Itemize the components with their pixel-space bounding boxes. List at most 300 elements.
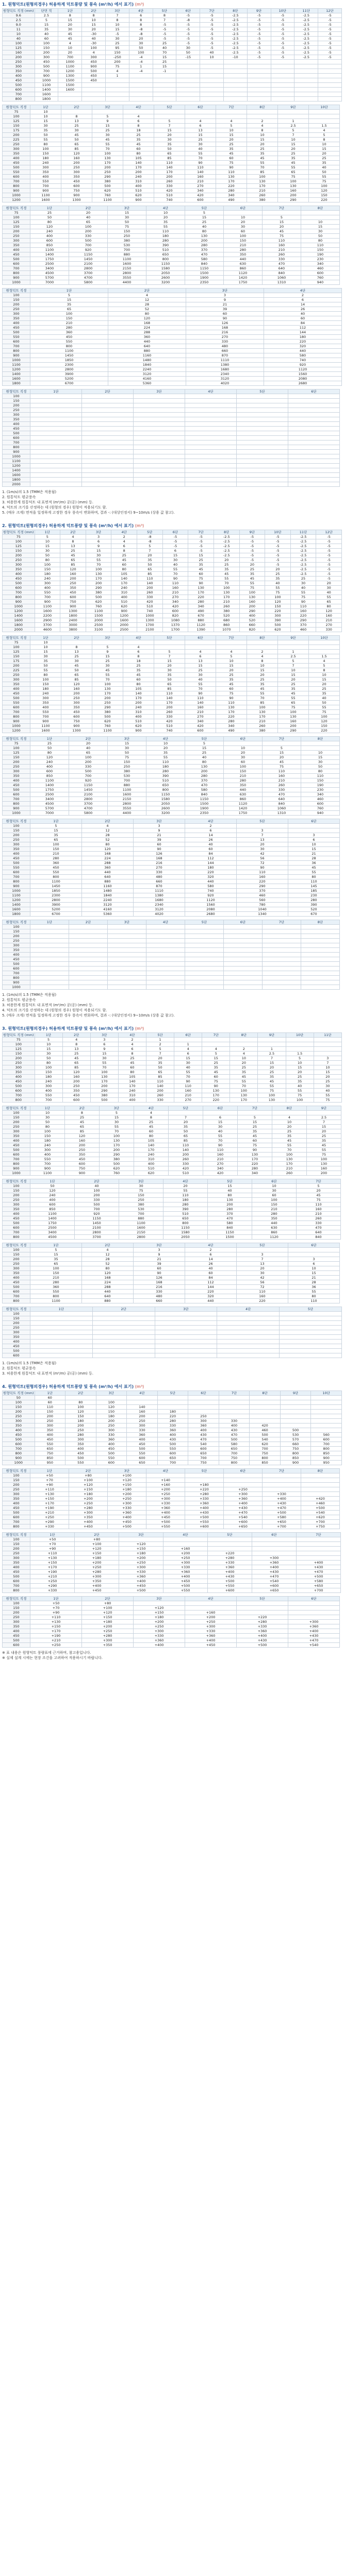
table-cell: 144	[185, 861, 237, 866]
table-cell: +400	[69, 1520, 108, 1524]
table-cell: 140	[123, 691, 154, 696]
table-row	[3, 1410, 342, 1414]
table-cell: 4	[230, 1052, 258, 1056]
table-cell: 1080	[162, 618, 188, 623]
table-cell: 35	[230, 1070, 258, 1075]
table-cell: 2080	[264, 377, 342, 381]
table-row	[3, 478, 340, 482]
table-cell: 30	[108, 746, 146, 751]
table-cell: 25	[307, 1134, 341, 1139]
table-cell: 35	[123, 668, 154, 673]
table-cell	[301, 1483, 340, 1487]
table-cell: 100	[30, 842, 82, 847]
column-header: 3단	[134, 1243, 185, 1248]
table-cell	[157, 1400, 188, 1405]
table-cell: -2.5	[294, 23, 318, 27]
table-row	[3, 1353, 342, 1358]
table-row	[3, 1344, 342, 1349]
table-cell: 600	[311, 1437, 342, 1442]
table-cell: 45	[188, 567, 214, 572]
table-cell: 42	[237, 1276, 288, 1280]
table-cell: -5	[153, 27, 176, 32]
column-header: 7단	[216, 105, 247, 110]
table-cell: 160	[185, 705, 216, 710]
table-row	[3, 353, 342, 358]
row-label-cell: 150	[3, 828, 30, 833]
table-cell: +250	[185, 1620, 237, 1624]
table-row	[3, 1606, 340, 1611]
table-cell: 35	[35, 27, 58, 32]
table-cell: 130	[188, 586, 214, 590]
table-cell: 330	[169, 1162, 203, 1166]
table-cell: 10	[301, 751, 340, 755]
table-cell: 20	[129, 37, 153, 41]
table-cell	[30, 953, 69, 957]
row-label-cell: 200	[3, 302, 30, 307]
table-cell: 168	[82, 1276, 134, 1280]
table-cell: +450	[108, 1520, 146, 1524]
table-cell	[82, 482, 134, 487]
table-cell: 25	[185, 668, 216, 673]
table-cell: 75	[108, 225, 146, 229]
table-cell: +190	[30, 1570, 75, 1574]
table-cell: 450	[82, 78, 106, 83]
table-cell: 160	[263, 774, 301, 778]
table-cell	[185, 399, 237, 403]
table-cell: 150	[30, 682, 61, 687]
table-cell: 6	[123, 650, 154, 654]
table-cell: 3550	[108, 806, 146, 811]
table-cell: 4	[82, 1248, 134, 1252]
table-row	[3, 985, 340, 990]
row-label-cell: 100	[3, 1537, 30, 1542]
table-cell: +600	[208, 1588, 252, 1593]
table-cell: 65	[154, 151, 185, 156]
table-cell	[30, 464, 82, 468]
table-row	[3, 1524, 340, 1529]
table-cell: 4400	[108, 811, 146, 816]
table-cell: 130	[216, 175, 247, 179]
table-row	[3, 572, 342, 577]
table-cell: 150	[119, 1193, 163, 1198]
table-cell	[185, 640, 216, 645]
table-cell: 210	[174, 1093, 202, 1098]
table-row	[3, 225, 340, 229]
table-row	[3, 889, 340, 893]
table-cell: 50	[30, 664, 61, 668]
table-cell: 75	[290, 595, 316, 600]
table-row	[3, 1461, 342, 1465]
table-cell: 230	[288, 893, 340, 898]
table-cell: -2.5	[214, 539, 239, 544]
table-cell: 210	[214, 600, 239, 604]
table-cell: 330	[96, 1433, 127, 1437]
table-cell: 65	[61, 142, 92, 147]
table-cell: +220	[237, 1615, 288, 1620]
table-cell	[69, 953, 108, 957]
table-row	[3, 934, 340, 939]
table-cell: 490	[216, 198, 247, 202]
table-cell: 740	[137, 609, 163, 614]
row-label-cell: 450	[3, 1143, 30, 1148]
table-cell: +80	[75, 1537, 119, 1542]
table-cell: -5	[188, 544, 214, 549]
table-cell: 45	[58, 37, 82, 41]
table-cell	[294, 60, 318, 64]
row-label-cell: 700	[3, 1230, 30, 1235]
table-cell: 2800	[108, 271, 146, 276]
column-header: 4단	[134, 1106, 169, 1111]
row-label-cell: 1600	[3, 377, 30, 381]
column-header: 7단	[263, 920, 301, 925]
table-cell: 224	[108, 326, 186, 330]
column-header: 단면 적	[35, 9, 58, 13]
table-row	[3, 1193, 341, 1198]
table-cell	[318, 78, 342, 83]
row-label-cell: 225	[3, 668, 30, 673]
table-cell: 60	[252, 1193, 297, 1198]
table-cell: +330	[30, 1524, 69, 1529]
table-cell: 820	[239, 628, 265, 632]
table-cell	[134, 445, 185, 450]
table-cell: 40	[290, 586, 316, 590]
table-cell: 1800	[60, 614, 86, 618]
table-cell: 15	[288, 847, 340, 852]
table-cell: 40	[35, 32, 58, 37]
table-cell: 440	[252, 1221, 297, 1226]
section-3	[0, 1026, 344, 1382]
table-cell: 60	[134, 1129, 169, 1134]
table-cell: 400	[35, 1089, 62, 1093]
table-cell: 10	[146, 741, 185, 746]
table-cell: +250	[146, 1492, 185, 1497]
table-cell: 260	[272, 1171, 307, 1176]
table-cell: 240	[30, 1143, 65, 1148]
table-cell: 300	[265, 614, 291, 618]
table-cell: 4700	[69, 806, 108, 811]
table-cell	[238, 1111, 272, 1115]
row-label-cell: 300	[3, 1492, 30, 1497]
table-cell	[134, 482, 185, 487]
table-cell: 200	[62, 1079, 90, 1084]
table-cell: 900	[280, 1461, 311, 1465]
row-label-cell: 1600	[3, 473, 30, 478]
row-label-cell: 175	[3, 128, 30, 133]
table-cell: 620	[134, 1171, 169, 1176]
table-cell	[69, 962, 108, 967]
column-header: 9단	[258, 1033, 286, 1038]
table-row	[3, 687, 340, 691]
section-4	[0, 1384, 344, 1666]
table-cell: 430	[157, 1437, 188, 1442]
table-cell: 420	[185, 193, 216, 198]
table-cell: 680	[214, 618, 239, 623]
table-cell	[224, 939, 263, 943]
table-cell	[263, 962, 301, 967]
table-cell	[146, 1473, 185, 1478]
table-cell: 350	[30, 170, 61, 175]
table-cell: 330	[263, 788, 301, 792]
row-label-cell: 150	[3, 1316, 30, 1321]
table-cell	[185, 1473, 224, 1478]
table-cell: -5	[271, 46, 294, 50]
table-cell	[82, 450, 134, 454]
table-cell: 900	[30, 719, 61, 724]
table-row	[3, 907, 340, 912]
table-cell	[30, 1340, 92, 1344]
table-cell	[309, 645, 340, 650]
table-cell: +330	[108, 1506, 146, 1511]
column-header: 7단	[200, 9, 224, 13]
table-cell: -2.5	[290, 535, 316, 539]
table-row	[3, 1629, 340, 1634]
table-cell: 800	[30, 1294, 82, 1299]
table-cell: -5	[239, 535, 265, 539]
table-cell: 65	[30, 307, 108, 312]
table-cell: 110	[237, 1290, 288, 1294]
table-cell: 15	[35, 23, 58, 27]
table-cell	[134, 399, 185, 403]
table-cell	[153, 78, 176, 83]
table-cell: 200	[154, 705, 185, 710]
row-label-cell: 200	[3, 553, 35, 558]
table-cell	[176, 78, 200, 83]
table-row	[3, 41, 342, 46]
table-cell: 880	[82, 879, 134, 884]
table-cell: 750	[35, 1451, 65, 1456]
table-cell: -2.5	[223, 13, 247, 18]
table-cell: +360	[119, 1574, 163, 1579]
row-label-cell: 400	[3, 1501, 30, 1506]
row-label-cell: 200	[3, 1193, 30, 1198]
table-cell: 200	[75, 1193, 119, 1198]
table-cell	[30, 980, 69, 985]
table-cell: 300	[127, 1423, 158, 1428]
table-cell: 100	[75, 1189, 119, 1193]
table-cell	[271, 88, 294, 92]
table-cell: 15	[82, 23, 106, 27]
table-cell: 45	[118, 1061, 146, 1065]
table-cell: 20	[247, 142, 278, 147]
row-label-cell: 450	[3, 856, 30, 861]
table-cell: 850	[311, 1451, 342, 1456]
data-table	[2, 1468, 340, 1529]
table-cell	[155, 1316, 217, 1321]
table-cell	[280, 1423, 311, 1428]
table-cell: 120	[96, 1405, 127, 1410]
table-cell: 440	[185, 879, 237, 884]
table-row	[3, 234, 340, 239]
row-label-cell: 300	[3, 312, 30, 316]
row-label-cell: 800	[3, 1524, 30, 1529]
table-cell: 120	[316, 609, 342, 614]
table-cell	[237, 459, 288, 464]
table-cell: 1	[129, 64, 153, 69]
table-cell: 100	[30, 1266, 82, 1271]
table-cell: 200	[123, 701, 154, 705]
row-label-cell: 800	[3, 1098, 35, 1103]
column-header: 원형덕트 직경 (mm)	[3, 1391, 34, 1395]
table-cell: +650	[263, 1520, 301, 1524]
table-cell: 1100	[108, 257, 146, 262]
data-table	[2, 1307, 342, 1358]
table-cell: 40	[316, 590, 342, 595]
row-label-cell: 600	[3, 1153, 30, 1157]
table-row	[3, 1487, 340, 1492]
footnote: 4. 덕트의 크기를 산정하는 데 (원형의 경우) 원형이 적용되기도 함.	[2, 505, 107, 510]
row-label-cell: 1000	[3, 811, 30, 816]
row-label-cell: 500	[3, 962, 30, 967]
table-cell: 1300	[58, 74, 82, 78]
table-cell: 170	[247, 715, 278, 719]
table-cell: 39	[134, 1262, 185, 1266]
table-cell: +280	[185, 1492, 224, 1497]
table-row	[3, 1042, 342, 1047]
table-cell: +280	[69, 1506, 108, 1511]
table-cell	[106, 92, 129, 97]
table-cell	[311, 1400, 342, 1405]
table-cell: 1150	[146, 262, 185, 266]
table-cell: 25	[258, 1070, 286, 1075]
table-cell: 6	[185, 124, 216, 128]
table-cell: -5	[153, 37, 176, 41]
row-label-cell: 1200	[3, 367, 30, 372]
table-cell: -2.5	[290, 549, 316, 553]
table-cell: 1100	[35, 83, 58, 88]
table-cell	[247, 97, 271, 101]
table-cell: 240	[30, 229, 69, 234]
table-cell: 80	[123, 151, 154, 156]
table-cell: 5	[154, 119, 185, 124]
table-cell: 180	[157, 1410, 188, 1414]
row-label-cell: 1400	[3, 614, 35, 618]
table-cell: 160	[65, 1139, 100, 1143]
table-cell: +280	[75, 1570, 119, 1574]
table-cell: +430	[185, 1511, 224, 1515]
table-cell: 800	[30, 344, 108, 349]
table-cell: 200	[86, 581, 111, 586]
column-header: 1단	[35, 530, 60, 535]
table-cell	[82, 478, 134, 482]
row-label-cell: 1400	[3, 468, 30, 473]
table-cell: 1100	[58, 64, 82, 69]
table-cell	[271, 83, 294, 88]
table-cell: +210	[30, 1638, 82, 1643]
table-cell: 1310	[263, 280, 301, 285]
table-cell	[223, 60, 247, 64]
table-cell: 740	[154, 198, 185, 202]
table-cell: 150	[108, 760, 146, 765]
table-cell: 28	[108, 302, 186, 307]
table-row	[3, 1501, 340, 1506]
table-cell: +250	[30, 1579, 75, 1584]
table-cell: +400	[237, 1634, 288, 1638]
table-row	[3, 363, 342, 367]
table-cell: 860	[224, 797, 263, 802]
table-cell: 55	[265, 586, 291, 590]
column-header: 2단	[61, 105, 92, 110]
table-cell: +400	[297, 1561, 341, 1565]
table-cell: 210	[263, 248, 301, 252]
table-cell: 25	[92, 128, 123, 133]
table-cell: 15	[314, 1070, 341, 1075]
table-cell: 65	[69, 220, 108, 225]
table-cell: 420	[154, 189, 185, 193]
table-cell: 60	[186, 312, 264, 316]
table-cell	[247, 640, 278, 645]
table-cell: 450	[60, 590, 86, 595]
table-cell: +350	[75, 1579, 119, 1584]
table-cell: 150	[301, 778, 340, 783]
table-cell: 4	[60, 535, 86, 539]
table-cell	[271, 74, 294, 78]
table-cell: 30	[30, 124, 61, 128]
table-cell: 15	[153, 64, 176, 69]
table-cell: 580	[185, 884, 237, 889]
row-label-cell: 250	[3, 1326, 30, 1330]
table-cell	[185, 454, 237, 459]
table-cell: 10	[200, 55, 224, 60]
table-cell: 440	[185, 1299, 237, 1303]
table-cell	[301, 971, 340, 976]
table-cell: 920	[69, 778, 108, 783]
row-label-cell: 800	[3, 445, 30, 450]
table-cell	[286, 1047, 314, 1052]
table-cell: 290	[278, 198, 309, 202]
row-label-cell: 1200	[3, 198, 30, 202]
table-cell: 18	[123, 659, 154, 664]
column-header: 10단	[311, 1391, 342, 1396]
table-cell: 330	[316, 628, 342, 632]
table-cell: 25	[314, 1079, 341, 1084]
table-cell: 740	[185, 889, 237, 893]
table-cell: 21	[186, 302, 264, 307]
table-cell: +600	[185, 1524, 224, 1529]
table-cell	[280, 1344, 342, 1349]
table-cell: 5200	[30, 907, 82, 912]
table-cell: 90	[186, 316, 264, 321]
table-cell: -5	[106, 32, 129, 37]
table-row	[3, 664, 340, 668]
table-cell	[250, 1400, 281, 1405]
row-label-cell: 450	[3, 78, 35, 83]
table-cell: 5	[309, 133, 340, 138]
table-cell: -10	[223, 55, 247, 60]
row-label-cell: 700	[3, 1520, 30, 1524]
table-cell: 1800	[35, 97, 58, 101]
table-cell	[176, 60, 200, 64]
table-cell	[146, 925, 185, 929]
table-cell: 280	[30, 1280, 82, 1285]
table-row	[3, 925, 340, 929]
column-header: 2단	[69, 737, 108, 741]
table-cell: 60	[185, 1271, 237, 1276]
table-cell	[297, 1551, 341, 1556]
table-row	[3, 755, 340, 760]
table-cell: 120	[60, 567, 86, 572]
data-table	[2, 1032, 342, 1103]
table-cell: 1.5	[309, 124, 340, 128]
table-cell: -5	[265, 558, 291, 563]
table-cell	[280, 1330, 342, 1335]
table-cell: 100	[239, 590, 265, 595]
table-cell: 270	[186, 335, 264, 340]
table-cell: 1500	[58, 78, 82, 83]
table-cell: 25	[309, 687, 340, 691]
row-label-cell: 100	[3, 1184, 30, 1189]
table-cell: 45	[202, 1070, 230, 1075]
table-cell: 230	[301, 788, 340, 792]
